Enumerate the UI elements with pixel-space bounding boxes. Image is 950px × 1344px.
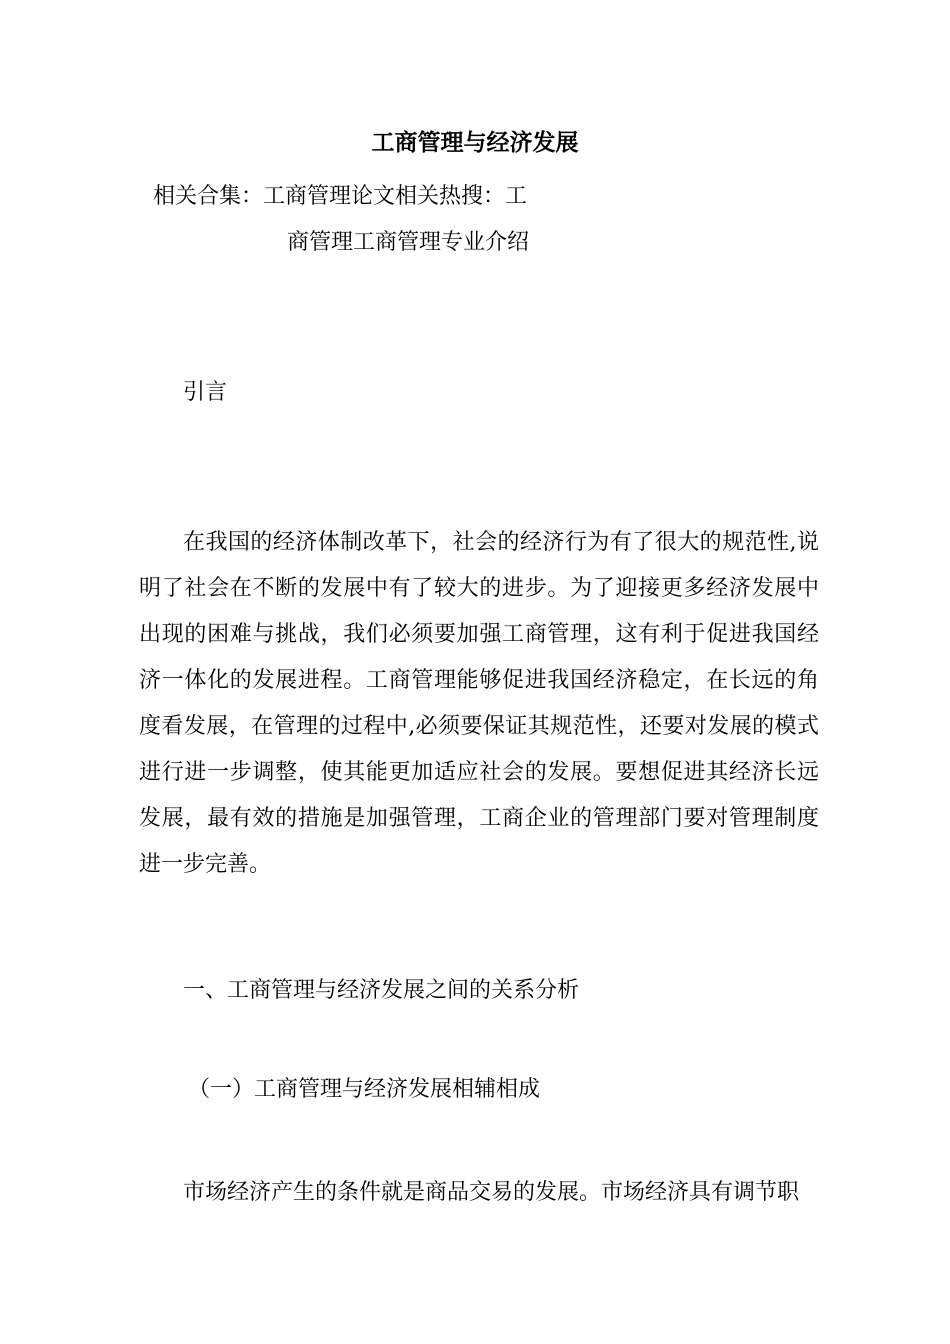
document-title: 工商管理与经济发展: [371, 129, 579, 156]
paragraph-1-line: 济一体化的发展进程。工商管理能够促进我国经济稳定，在长远的角: [139, 668, 819, 693]
intro-heading: 引言: [183, 380, 228, 405]
paragraph-1-line: 明了社会在不断的发展中有了较大的进步。为了迎接更多经济发展中: [139, 576, 819, 601]
paragraph-2-first-line: 市场经济产生的条件就是商品交易的发展。市场经济具有调节职: [183, 1180, 800, 1205]
paragraph-1-line: 度看发展，在管理的过程中,必须要保证其规范性，还要对发展的模式: [139, 714, 819, 739]
paragraph-1-line: 进一步完善。: [139, 852, 272, 877]
paragraph-1: [139, 520, 819, 888]
subsection-1-heading: （一）工商管理与经济发展相辅相成: [188, 1077, 541, 1102]
related-collections-line-1: 相关合集：工商管理论文相关热搜：工: [153, 184, 528, 209]
paragraph-1-line: 发展，最有效的措施是加强管理，工商企业的管理部门要对管理制度: [139, 806, 819, 831]
section-1-heading: 一、工商管理与经济发展之间的关系分析: [183, 978, 580, 1003]
paragraph-1-line: 进行进一步调整，使其能更加适应社会的发展。要想促进其经济长远: [139, 760, 819, 785]
related-collections-line-2: 商管理工商管理专业介绍: [287, 230, 530, 255]
paragraph-1-line: 出现的困难与挑战，我们必须要加强工商管理，这有利于促进我国经: [139, 622, 819, 647]
paragraph-1-line: 在我国的经济体制改革下，社会的经济行为有了很大的规范性,说: [183, 530, 819, 555]
